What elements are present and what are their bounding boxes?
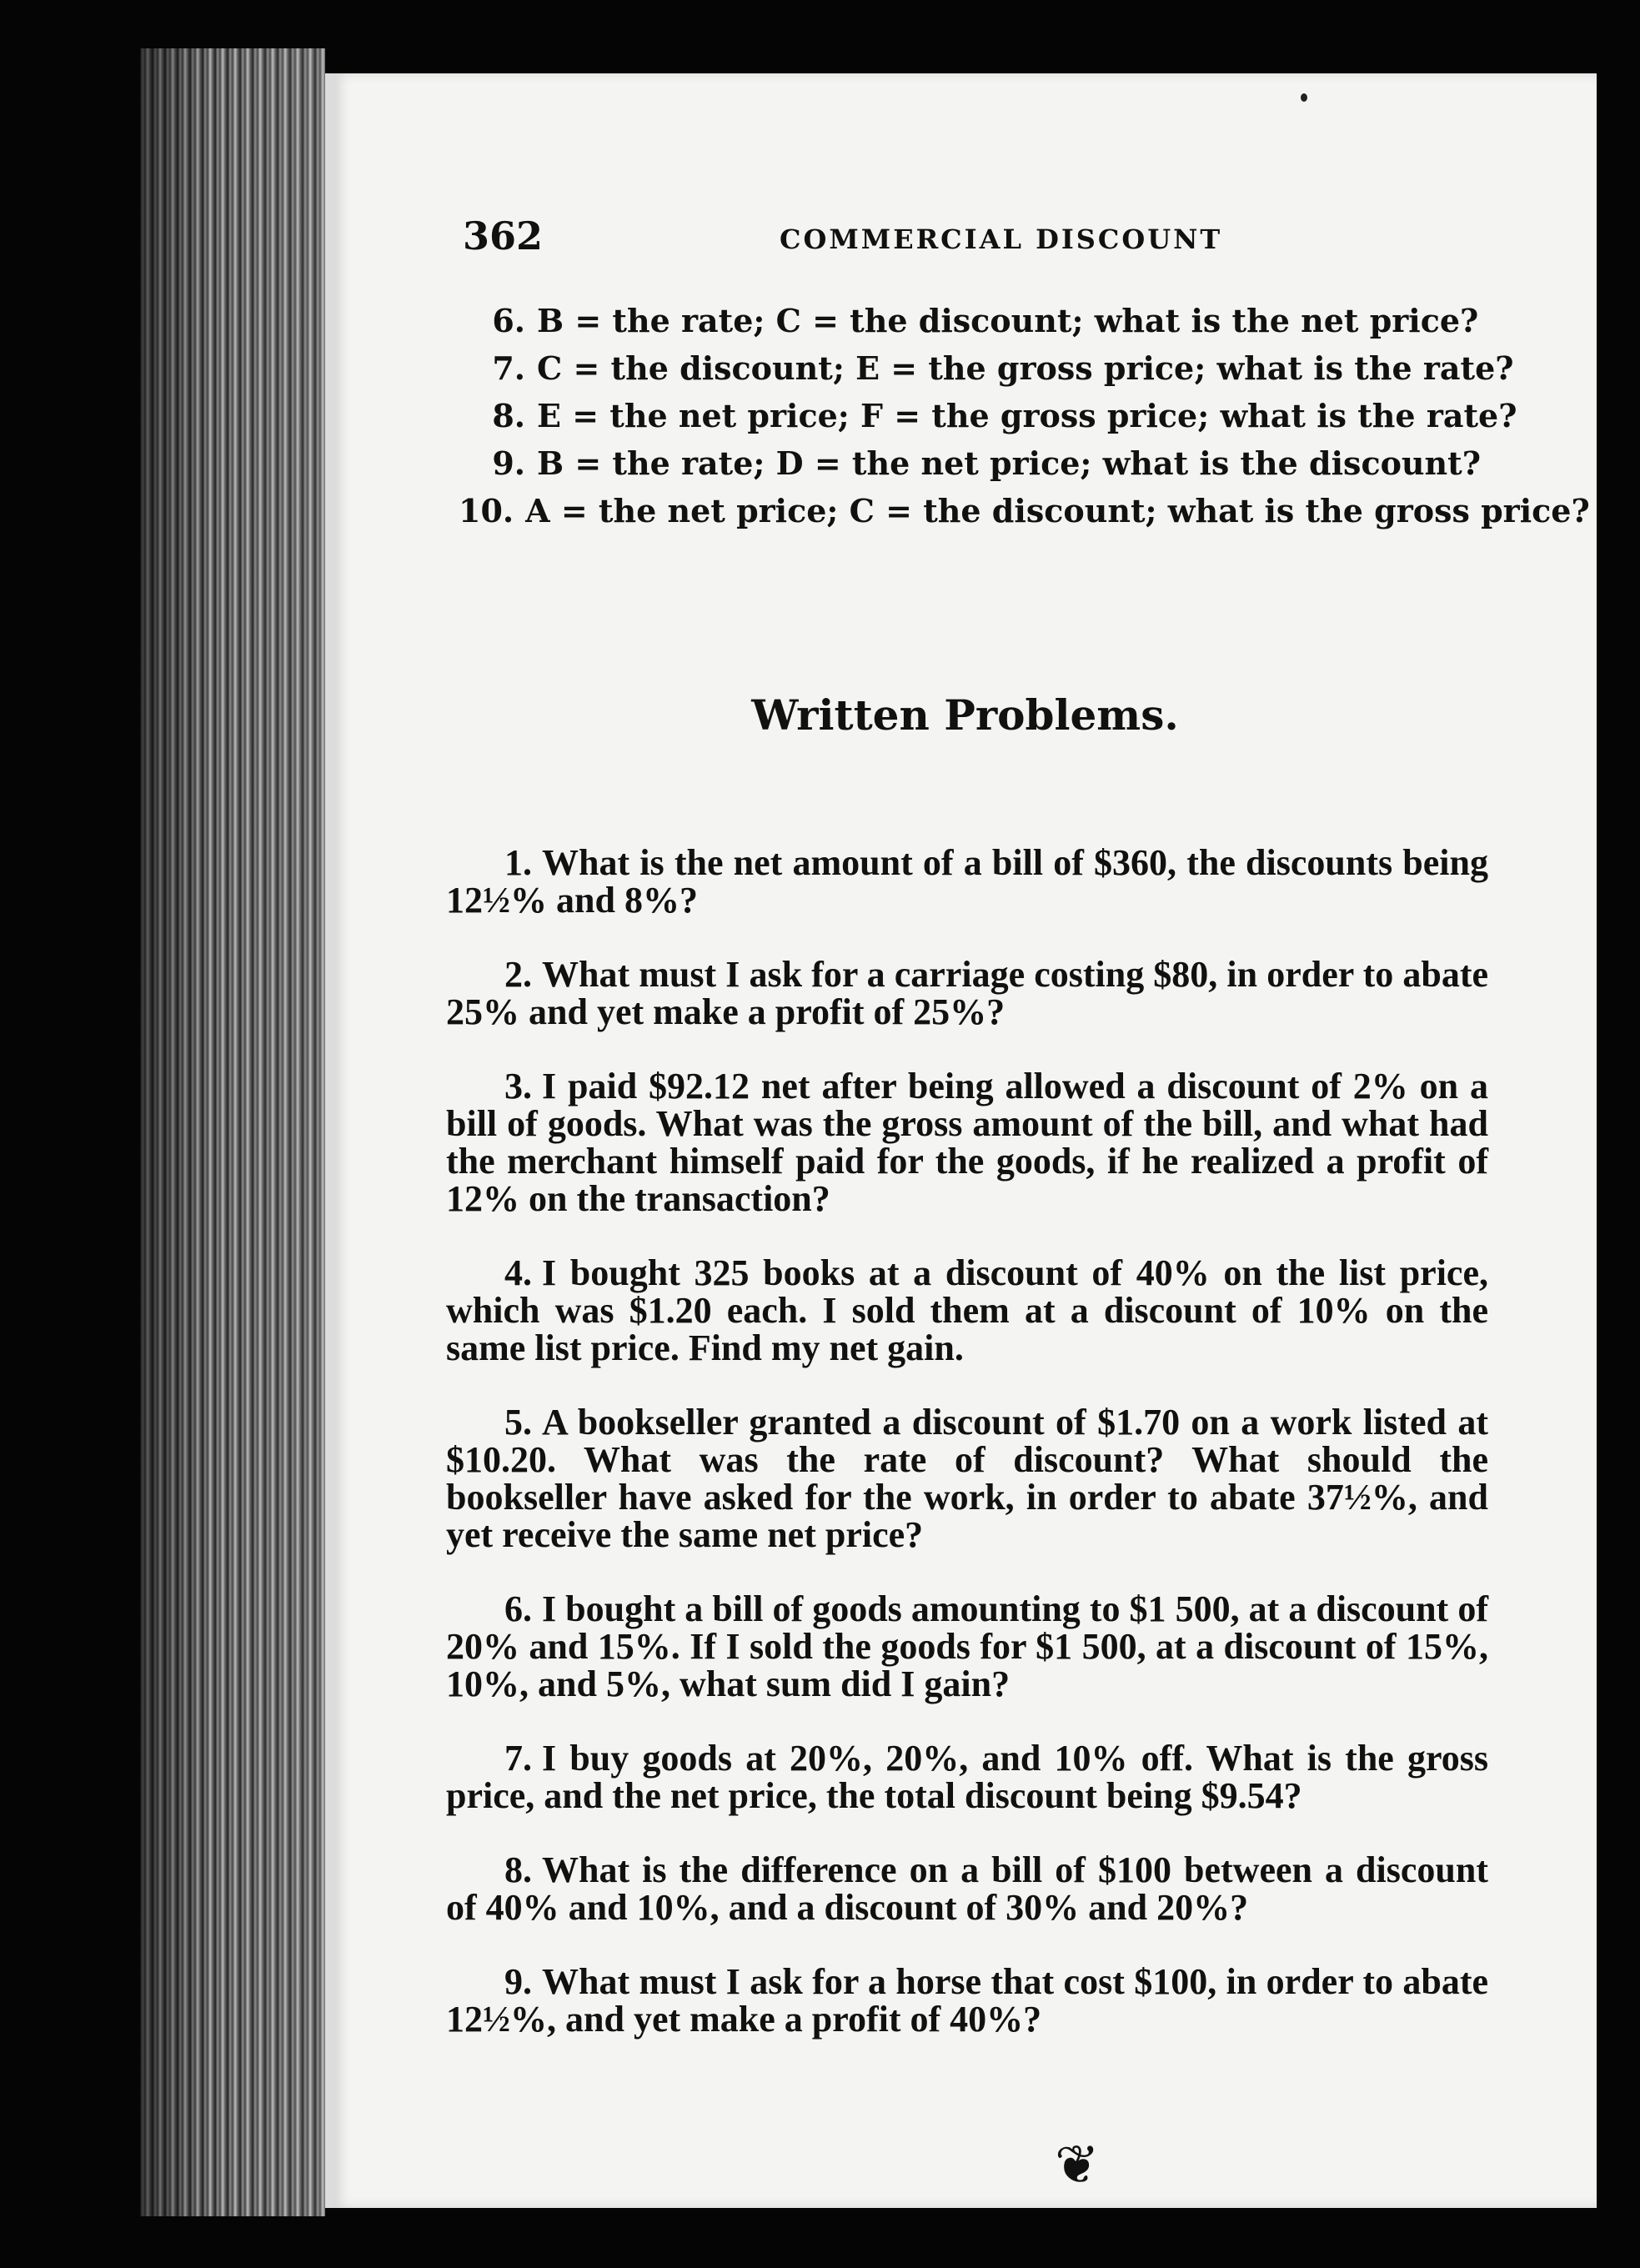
problem-number: 2. [504,954,532,995]
item-text: C = the discount; E = the gross price; what is the rate? [537,349,1514,387]
oral-item [459,297,1542,344]
problem-paragraph [446,1963,1488,2038]
problem-text: A bookseller granted a discount of $1.70 on a work listed at $10.20. What was the rate of discount? What should the bookseller have asked for the work, in order to abate 37½%, and yet receive the same net price? [446,1402,1488,1555]
oral-item [459,392,1542,439]
problem-paragraph [446,1067,1488,1217]
page-number: 362 [463,213,544,258]
edge-shadow [140,48,325,2216]
problem-paragraph [446,956,1488,1031]
problem-text: I paid $92.12 net after being allowed a discount of 2% on a bill of goods. What was the gross amount of the bill, and what had the merchant himself paid for the goods, if he realized a profit of 12% on the transaction? [446,1066,1488,1219]
item-text: B = the rate; D = the net price; what is the discount? [537,444,1482,482]
problem-number: 3. [504,1066,532,1106]
item-number: 7. [492,349,525,387]
problem-text: I bought 325 books at a discount of 40% on the list price, which was $1.20 each. I sold them at a discount of 10% on the same list price. Find my net gain. [446,1252,1488,1368]
problem-text: What must I ask for a carriage costing $80, in order to abate 25% and yet make a profit of 25%? [446,954,1488,1032]
problem-paragraph [446,1851,1488,1926]
problem-paragraph [446,844,1488,919]
written-problems-list [446,807,1488,2071]
problem-paragraph [446,1739,1488,1814]
problem-number: 8. [504,1849,532,1890]
item-text: E = the net price; F = the gross price; what is the rate? [537,397,1517,434]
problem-number: 7. [504,1738,532,1779]
oral-item [459,344,1542,392]
item-number: 10. [459,492,514,529]
oral-item [459,439,1542,487]
problem-text: What is the difference on a bill of $100 between a discount of 40% and 10%, and a discount of 30% and 20%? [446,1849,1488,1928]
book-page [325,73,1597,2208]
item-text: B = the rate; C = the discount; what is the net price? [537,302,1479,339]
problem-paragraph [446,1254,1488,1367]
problem-text: I buy goods at 20%, 20%, and 10% off. What is the gross price, and the net price, the total discount being $9.54? [446,1738,1488,1816]
oral-exercise-list [459,297,1590,534]
section-heading: Written Problems. [751,690,1179,740]
problem-text: What must I ask for a horse that cost $100, in order to abate 12½%, and yet make a profit of 40%? [446,1961,1488,2040]
problem-paragraph [446,1403,1488,1553]
problem-number: 6. [504,1588,532,1629]
problem-text: What is the net amount of a bill of $360, the discounts being 12½% and 8%? [446,842,1488,921]
ink-speck [1301,93,1307,102]
oral-item [459,487,1590,534]
item-number: 6. [492,302,525,339]
problem-text: I bought a bill of goods amounting to $1 500, at a discount of 20% and 15%. If I sold the goods for $1 500, at a discount of 15%, 10%, and 5%, what sum did I gain? [446,1588,1488,1704]
page-header [463,213,1463,263]
problem-number: 9. [504,1961,532,2002]
printer-ornament: ❦ [1055,2135,1100,2196]
item-text: A = the net price; C = the discount; what is the gross price? [525,492,1590,529]
problem-number: 4. [504,1252,532,1293]
problem-number: 1. [504,842,532,883]
problem-paragraph [446,1590,1488,1703]
running-title: COMMERCIAL DISCOUNT [780,223,1223,255]
problem-number: 5. [504,1402,532,1443]
item-number: 8. [492,397,525,434]
item-number: 9. [492,444,525,482]
